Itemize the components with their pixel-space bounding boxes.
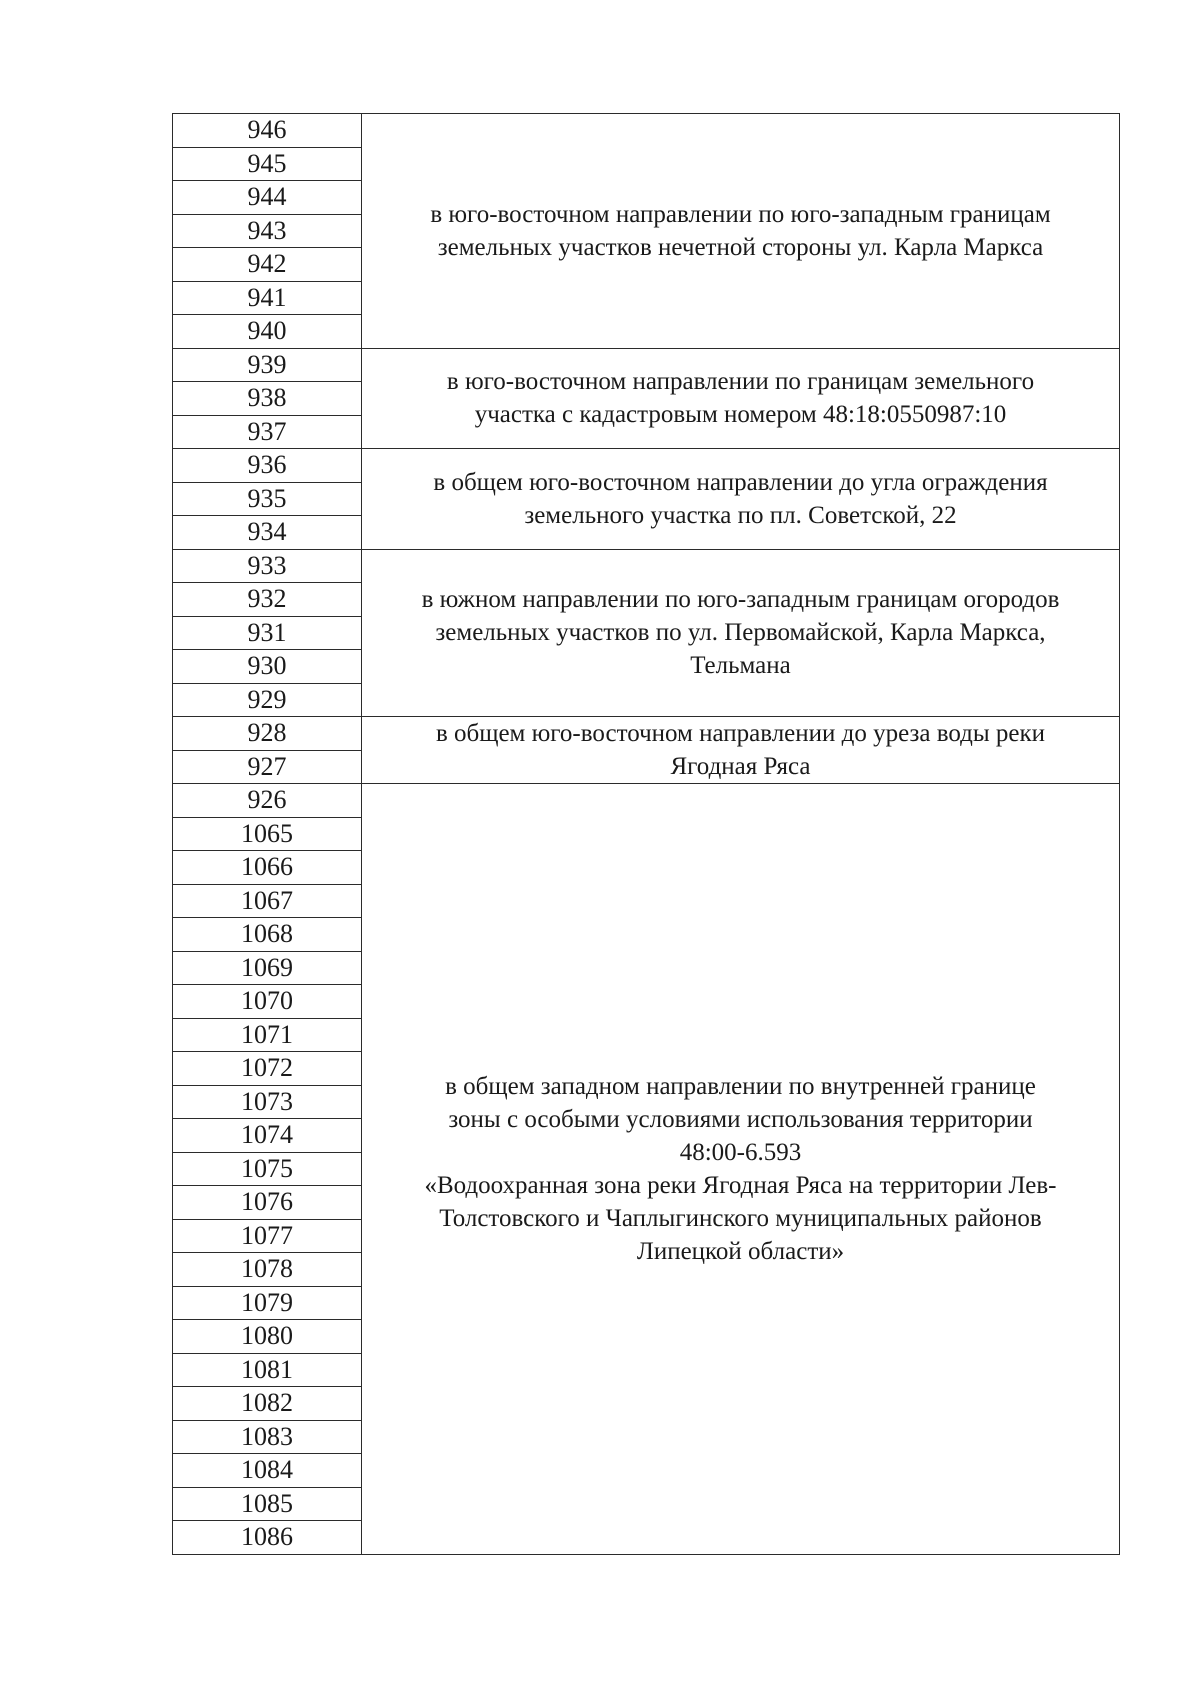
- point-number-cell: 1085: [173, 1487, 362, 1521]
- point-number-cell: 931: [173, 616, 362, 650]
- point-number-cell: 927: [173, 750, 362, 784]
- point-number-cell: 1065: [173, 817, 362, 851]
- point-number-cell: 1082: [173, 1387, 362, 1421]
- boundary-description-cell: [362, 449, 1120, 550]
- boundary-description-cell: [362, 784, 1120, 1555]
- description-line: 48:00-6.593: [679, 1138, 802, 1166]
- point-number-cell: 1077: [173, 1219, 362, 1253]
- point-number-cell: 942: [173, 248, 362, 282]
- point-number-cell: 934: [173, 516, 362, 550]
- point-number-cell: 1086: [173, 1521, 362, 1555]
- description-line: земельного участка по пл. Советской, 22: [524, 501, 957, 529]
- point-number-cell: 933: [173, 549, 362, 583]
- point-number-cell: 1081: [173, 1353, 362, 1387]
- description-line: земельных участков нечетной стороны ул. Карла Маркса: [437, 233, 1044, 261]
- boundary-description-cell: [362, 348, 1120, 449]
- point-number-cell: 935: [173, 482, 362, 516]
- point-number-cell: 1071: [173, 1018, 362, 1052]
- point-number-cell: 1070: [173, 985, 362, 1019]
- description-line: Ягодная Ряса: [670, 753, 811, 780]
- table-row: [173, 449, 1120, 483]
- point-number-cell: 943: [173, 214, 362, 248]
- description-line: Толстовского и Чаплыгинского муниципальных районов: [439, 1204, 1042, 1232]
- table-row: [173, 348, 1120, 382]
- table-row: [173, 549, 1120, 583]
- point-number-cell: 1066: [173, 851, 362, 885]
- point-number-cell: 946: [173, 114, 362, 148]
- description-line: в юго-восточном направлении по юго-западным границам: [430, 200, 1051, 228]
- point-number-cell: 941: [173, 281, 362, 315]
- point-number-cell: 929: [173, 683, 362, 717]
- point-number-cell: 1069: [173, 951, 362, 985]
- point-number-cell: 1076: [173, 1186, 362, 1220]
- table-row: [173, 717, 1120, 751]
- description-line: земельных участков по ул. Первомайской, Карла Маркса,: [435, 619, 1046, 647]
- point-number-cell: 1080: [173, 1320, 362, 1354]
- point-number-cell: 932: [173, 583, 362, 617]
- point-number-cell: 926: [173, 784, 362, 818]
- point-number-cell: 1068: [173, 918, 362, 952]
- point-number-cell: 1072: [173, 1052, 362, 1086]
- description-line: в юго-восточном направлении по границам земельного: [446, 368, 1035, 396]
- description-line: зоны с особыми условиями использования территории: [448, 1105, 1033, 1133]
- point-number-cell: 939: [173, 348, 362, 382]
- point-number-cell: 937: [173, 415, 362, 449]
- point-number-cell: 1075: [173, 1152, 362, 1186]
- description-line: «Водоохранная зона реки Ягодная Ряса на территории Лев-: [424, 1171, 1057, 1199]
- point-number-cell: 930: [173, 650, 362, 684]
- point-number-cell: 1083: [173, 1420, 362, 1454]
- table-row: [173, 114, 1120, 148]
- point-number-cell: 938: [173, 382, 362, 416]
- point-number-cell: 1067: [173, 884, 362, 918]
- point-number-cell: 1073: [173, 1085, 362, 1119]
- point-number-cell: 1079: [173, 1286, 362, 1320]
- point-number-cell: 945: [173, 147, 362, 181]
- description-line: в общем юго-восточном направлении до уреза воды реки: [435, 720, 1046, 747]
- point-number-cell: 944: [173, 181, 362, 215]
- table-body: [173, 114, 1120, 1555]
- description-line: в общем западном направлении по внутренней границе: [445, 1072, 1036, 1100]
- point-number-cell: 1074: [173, 1119, 362, 1153]
- boundary-description-cell: [362, 549, 1120, 717]
- point-number-cell: 1084: [173, 1454, 362, 1488]
- table-row: [173, 784, 1120, 818]
- point-number-cell: 940: [173, 315, 362, 349]
- point-number-cell: 936: [173, 449, 362, 483]
- description-line: в общем юго-восточном направлении до угла ограждения: [433, 468, 1048, 496]
- boundary-points-table: [172, 113, 1120, 1555]
- description-line: Липецкой области»: [636, 1237, 845, 1265]
- boundary-description-cell: [362, 114, 1120, 349]
- point-number-cell: 1078: [173, 1253, 362, 1287]
- description-line: участка с кадастровым номером 48:18:0550987:10: [474, 401, 1007, 429]
- description-line: в южном направлении по юго-западным границам огородов: [421, 586, 1060, 614]
- point-number-cell: 928: [173, 717, 362, 751]
- description-line: Тельмана: [690, 652, 791, 680]
- boundary-description-cell: [362, 717, 1120, 784]
